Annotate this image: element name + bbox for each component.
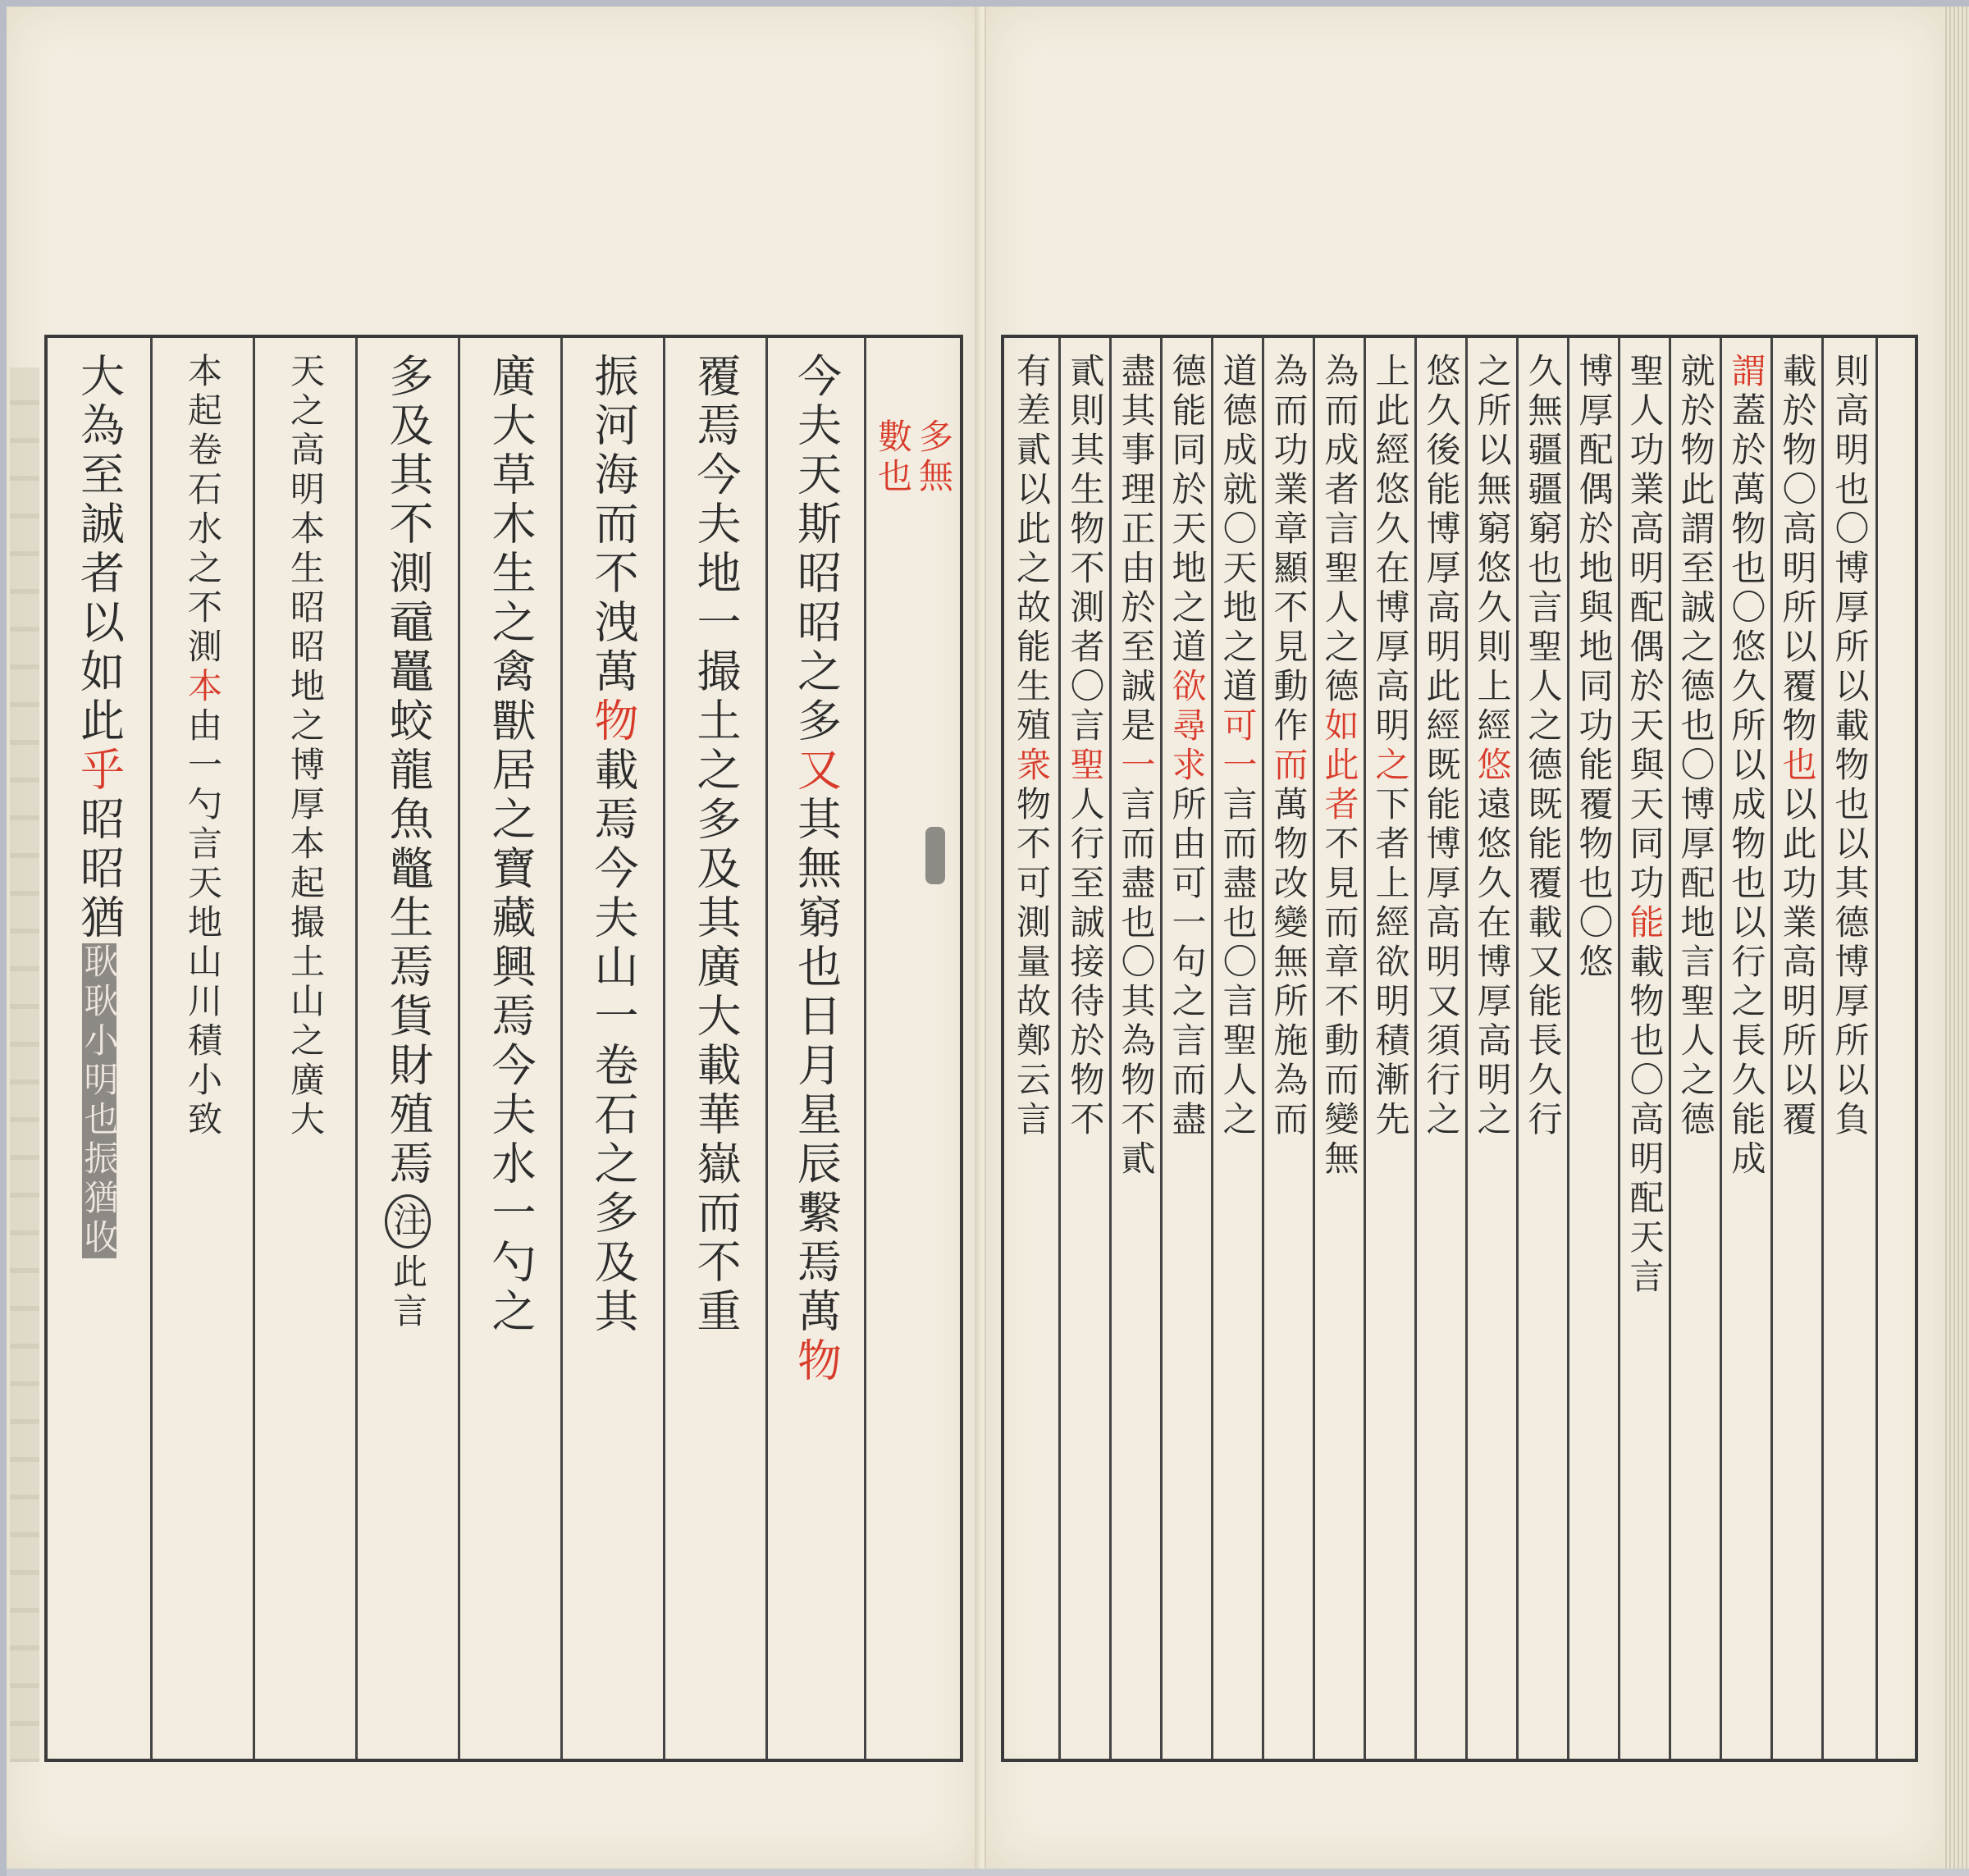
red-annotation: 聖 xyxy=(1065,746,1106,786)
right-col-5 xyxy=(1618,338,1669,1759)
text-segment: 由一勺言天地山川積小致 xyxy=(183,707,223,1140)
text-segment: 載於物〇高明所以覆物 xyxy=(1777,353,1818,746)
text-segment: 道德成就〇天地之道 xyxy=(1217,353,1259,707)
left-col-2 xyxy=(150,338,253,1759)
red-annotation: 如此者 xyxy=(1319,707,1360,825)
right-col-6 xyxy=(1567,338,1618,1759)
text-segment: 振河海而不洩萬 xyxy=(587,353,639,697)
right-col-12 xyxy=(1262,338,1313,1759)
text-segment: 言而盡也〇其為物不貳 xyxy=(1116,786,1157,1180)
page-edges xyxy=(1943,7,1969,1869)
text-segment: 蓋於萬物也〇悠久所以成物也以行之長久能成 xyxy=(1726,392,1767,1180)
red-annotation: 可一 xyxy=(1217,707,1259,786)
text-segment: 廣大草木生之禽獸居之寶藏興焉今夫水一勺之 xyxy=(485,353,537,1337)
right-col-10 xyxy=(1364,338,1414,1759)
text-segment: 載物也〇高明配天言 xyxy=(1624,943,1665,1298)
text-segment: 物不可測量故鄭云言 xyxy=(1012,786,1052,1140)
red-annotation: 物 xyxy=(790,1337,843,1386)
red-annotation: 能 xyxy=(1624,904,1665,943)
left-col-3 xyxy=(253,338,355,1759)
left-col-8 xyxy=(765,338,864,1759)
text-segment: 其無窮也日月星辰繫焉萬 xyxy=(790,796,843,1337)
red-annotation: 而 xyxy=(1268,746,1309,786)
text-segment: 本起卷石水之不測 xyxy=(183,353,223,668)
text-segment: 此言 xyxy=(388,1253,428,1332)
right-col-15 xyxy=(1109,338,1160,1759)
right-col-14 xyxy=(1160,338,1211,1759)
left-text-frame xyxy=(44,335,963,1762)
text-segment: 久無疆疆窮也言聖人之德既能覆載又能長久行 xyxy=(1523,353,1564,1140)
ink-smudge xyxy=(925,827,945,884)
red-annotation: 多無 xyxy=(914,418,954,497)
left-col-6 xyxy=(560,338,663,1759)
red-annotation: 衆 xyxy=(1012,746,1052,786)
left-page xyxy=(7,7,980,1869)
text-segment: 下者上經欲明積漸先 xyxy=(1370,786,1411,1140)
red-annotation: 物 xyxy=(587,697,639,746)
red-annotation: 之 xyxy=(1370,746,1411,786)
right-col-13 xyxy=(1211,338,1262,1759)
text-segment: 人行至誠接待於物不 xyxy=(1065,786,1106,1140)
red-annotation: 謂 xyxy=(1726,353,1767,392)
text-segment: 上此經悠久在博厚高明 xyxy=(1370,353,1411,746)
text-segment: 言而盡也〇言聖人之 xyxy=(1217,786,1259,1140)
right-col-3 xyxy=(1720,338,1770,1759)
right-col-8 xyxy=(1465,338,1516,1759)
shaded-annotation: 耿耿小明也振猶收 xyxy=(79,943,120,1258)
text-segment: 大為至誠者以如此 xyxy=(73,353,126,746)
text-segment: 就於物此謂至誠之德也〇博厚配地言聖人之德 xyxy=(1675,353,1716,1140)
open-book xyxy=(7,7,1969,1876)
red-annotation: 悠 xyxy=(1472,746,1513,786)
left-col-4 xyxy=(355,338,458,1759)
right-col-1 xyxy=(1821,338,1875,1759)
text-segment: 之所以無窮悠久則上經 xyxy=(1472,353,1513,746)
red-annotation: 欲尋求 xyxy=(1167,668,1208,786)
text-segment: 貳則其生物不測者〇言 xyxy=(1065,353,1106,746)
right-margin-column xyxy=(1875,338,1916,1759)
text-segment: 載焉今夫山一卷石之多及其 xyxy=(587,746,639,1337)
text-segment: 有差貳以此之故能生殖 xyxy=(1012,353,1052,746)
annotation-badge: 注 xyxy=(385,1194,431,1248)
text-segment: 則高明也〇博厚所以載物也以其德博厚所以負 xyxy=(1830,353,1871,1140)
right-col-17 xyxy=(1004,338,1058,1759)
text-segment: 今夫天斯昭昭之多 xyxy=(790,353,843,746)
text-segment: 悠久後能博厚高明此經既能博厚高明又須行之 xyxy=(1421,353,1462,1140)
right-col-9 xyxy=(1414,338,1465,1759)
text-segment: 不見而章不動而變無 xyxy=(1319,825,1360,1180)
page-edge-strip xyxy=(10,367,39,1762)
red-annotation: 本 xyxy=(183,668,223,707)
red-annotation: 也 xyxy=(1777,746,1818,786)
left-col-7 xyxy=(663,338,765,1759)
text-segment: 萬物改變無所施為而 xyxy=(1268,786,1309,1140)
right-page xyxy=(984,7,1946,1869)
text-segment: 昭昭猶 xyxy=(73,796,126,943)
text-segment: 博厚配偶於地與地同功能覆物也〇悠 xyxy=(1574,353,1615,983)
right-col-11 xyxy=(1313,338,1364,1759)
text-segment: 為而功業章顯不見動作 xyxy=(1268,353,1309,746)
text-segment: 為而成者言聖人之德 xyxy=(1319,353,1360,707)
text-segment: 盡其事理正由於至誠是 xyxy=(1116,353,1157,746)
right-text-frame xyxy=(1001,335,1918,1762)
text-segment: 德能同於天地之道 xyxy=(1167,353,1208,668)
right-col-2 xyxy=(1770,338,1821,1759)
text-segment: 所由可一句之言而盡 xyxy=(1167,786,1208,1140)
text-segment: 以此功業高明所以覆 xyxy=(1777,786,1818,1140)
text-segment: 多及其不測黿鼉蛟龍魚鼈生焉貨財殖焉 xyxy=(382,353,434,1189)
left-col-9 xyxy=(864,338,960,1759)
text-segment: 天之高明本生昭昭地之博厚本起撮土山之廣大 xyxy=(286,353,326,1140)
text-segment: 覆焉今夫地一撮土之多及其廣大載華嶽而不重 xyxy=(690,353,742,1337)
text-segment: 遠悠久在博厚高明之 xyxy=(1472,786,1513,1140)
left-col-1 xyxy=(48,338,150,1759)
left-col-5 xyxy=(458,338,560,1759)
red-annotation: 一 xyxy=(1116,746,1157,786)
right-col-4 xyxy=(1669,338,1720,1759)
red-annotation: 乎 xyxy=(73,746,126,796)
text-segment: 聖人功業高明配偶於天與天同功 xyxy=(1624,353,1665,904)
right-col-7 xyxy=(1516,338,1567,1759)
right-col-16 xyxy=(1058,338,1109,1759)
red-annotation: 又 xyxy=(790,746,843,796)
red-annotation: 數也 xyxy=(873,418,913,497)
